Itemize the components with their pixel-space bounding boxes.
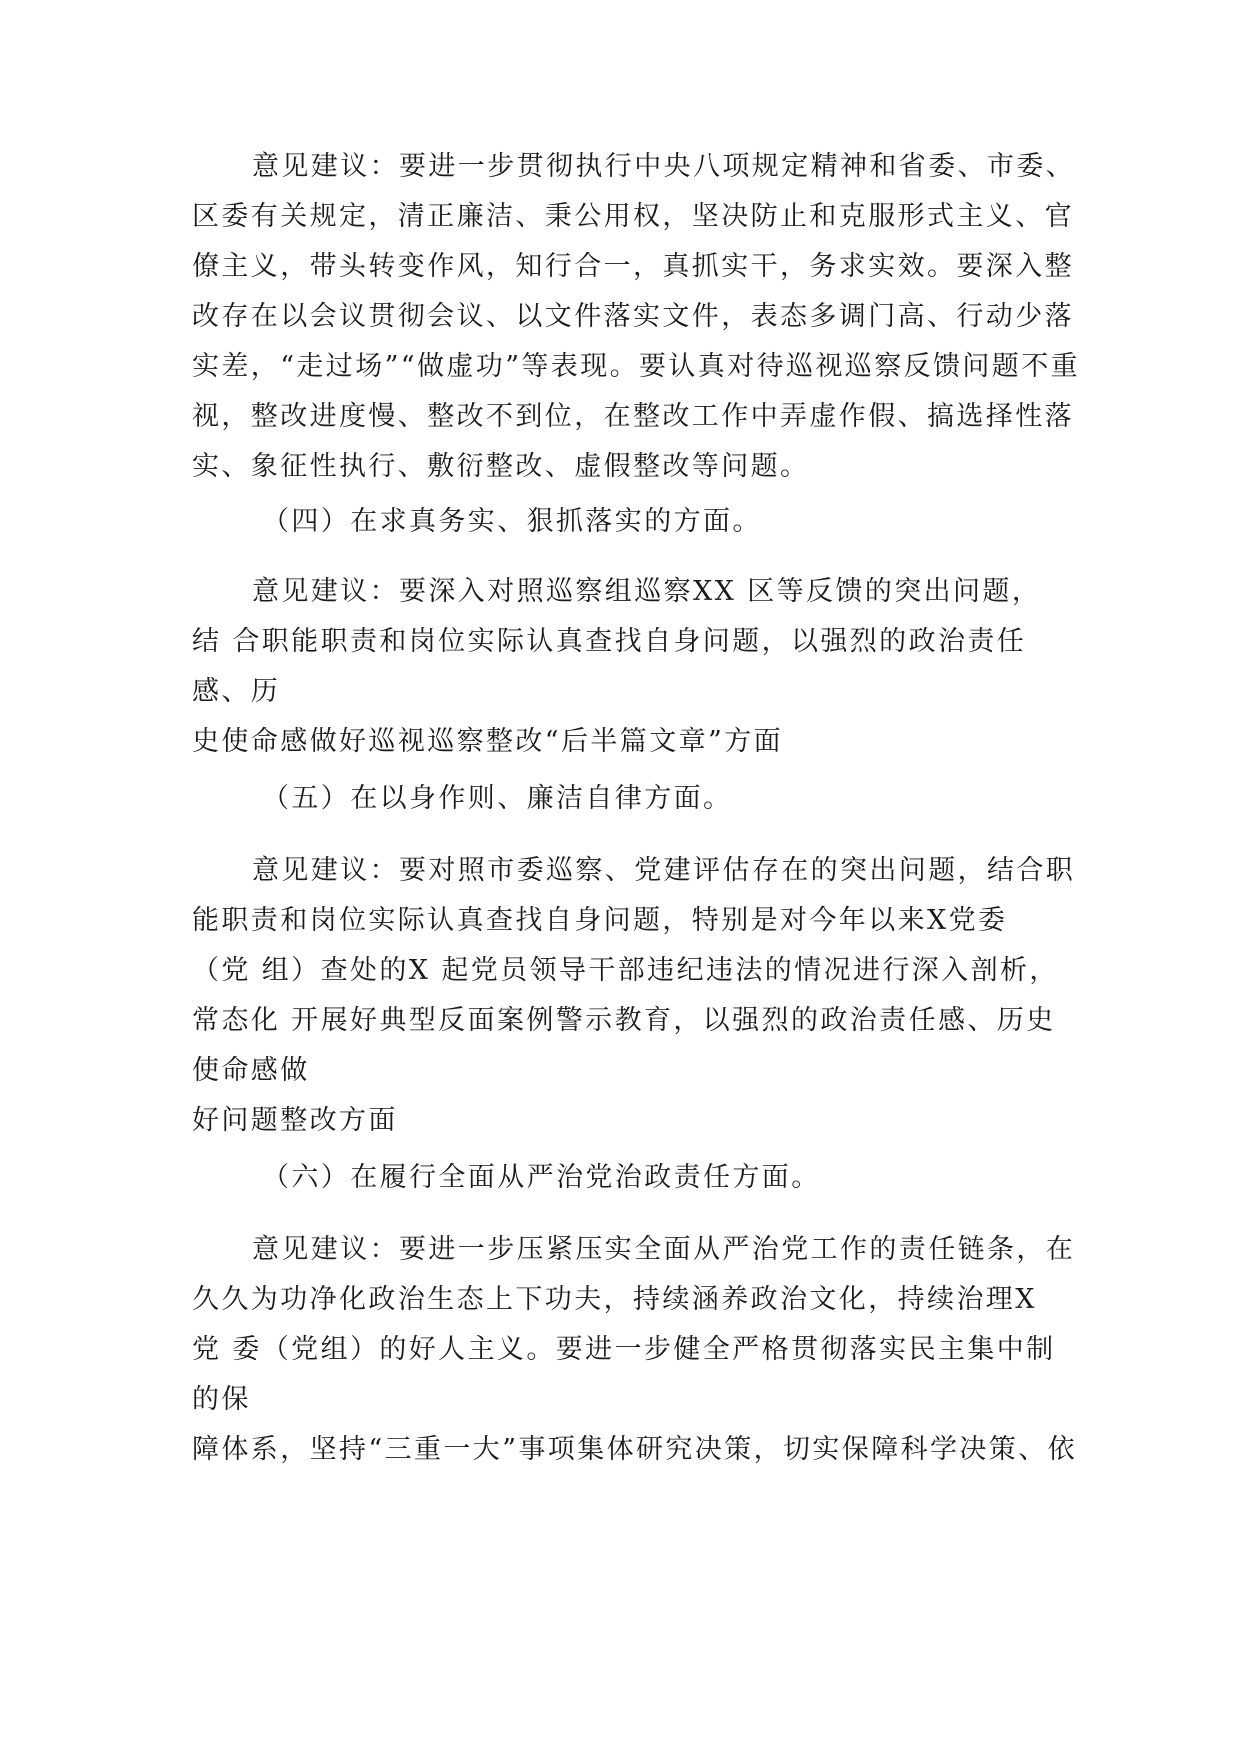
paragraph-line: 常态化 开展好典型反面案例警示教育，以强烈的政治责任感、历史 <box>192 1005 1056 1036</box>
paragraph-line: 改存在以会议贯彻会议、以文件落实文件，表态多调门高、行动少落 <box>192 301 1074 332</box>
paragraph-line: 使命感做 <box>192 1055 310 1086</box>
paragraph-line: 视，整改进度慢、整改不到位，在整改工作中弄虚作假、搞选择性落 <box>192 401 1074 432</box>
paragraph-line: 好问题整改方面 <box>192 1105 398 1136</box>
paragraph-line: 的保 <box>192 1384 251 1415</box>
paragraph-line: 感、历 <box>192 676 281 707</box>
paragraph-line: 僚主义，带头转变作风，知行合一，真抓实干，务求实效。要深入整 <box>192 251 1074 282</box>
paragraph-line: 意见建议：要进一步贯彻执行中央八项规定精神和省委、市委、 <box>252 151 1076 182</box>
section-heading: （四）在求真务实、狠抓落实的方面。 <box>262 506 762 537</box>
paragraph-line: 区委有关规定，清正廉洁、秉公用权，坚决防止和克服形式主义、官 <box>192 201 1074 232</box>
paragraph-line: 实、象征性执行、敷衍整改、虚假整改等问题。 <box>192 451 810 482</box>
paragraph-line: 障体系，坚持“三重一大”事项集体研究决策，切实保障科学决策、依 <box>192 1434 1078 1465</box>
section-heading: （五）在以身作则、廉洁自律方面。 <box>262 783 733 814</box>
paragraph-line: 实差，“走过场”“做虚功”等表现。要认真对待巡视巡察反馈问题不重 <box>192 351 1081 382</box>
paragraph-line: 史使命感做好巡视巡察整改“后半篇文章”方面 <box>192 726 784 757</box>
paragraph-line: 意见建议：要对照市委巡察、党建评估存在的突出问题，结合职 <box>252 855 1076 886</box>
section-heading: （六）在履行全面从严治党治政责任方面。 <box>262 1162 821 1193</box>
paragraph-line: 能职责和岗位实际认真查找自身问题，特别是对今年以来X党委 <box>192 905 1008 936</box>
paragraph-line: 意见建议：要深入对照巡察组巡察XX 区等反馈的突出问题， <box>252 576 1042 607</box>
paragraph-line: （党 组）查处的X 起党员领导干部违纪违法的情况进行深入剖析， <box>192 955 1059 986</box>
paragraph-line: 意见建议：要进一步压紧压实全面从严治党工作的责任链条，在 <box>252 1234 1076 1265</box>
paragraph-line: 结 合职能职责和岗位实际认真查找自身问题，以强烈的政治责任 <box>192 626 1027 657</box>
paragraph-line: 久久为功净化政治生态上下功夫，持续涵养政治文化，持续治理X <box>192 1284 1037 1315</box>
paragraph-line: 党 委（党组）的好人主义。要进一步健全严格贯彻落实民主集中制 <box>192 1334 1056 1365</box>
